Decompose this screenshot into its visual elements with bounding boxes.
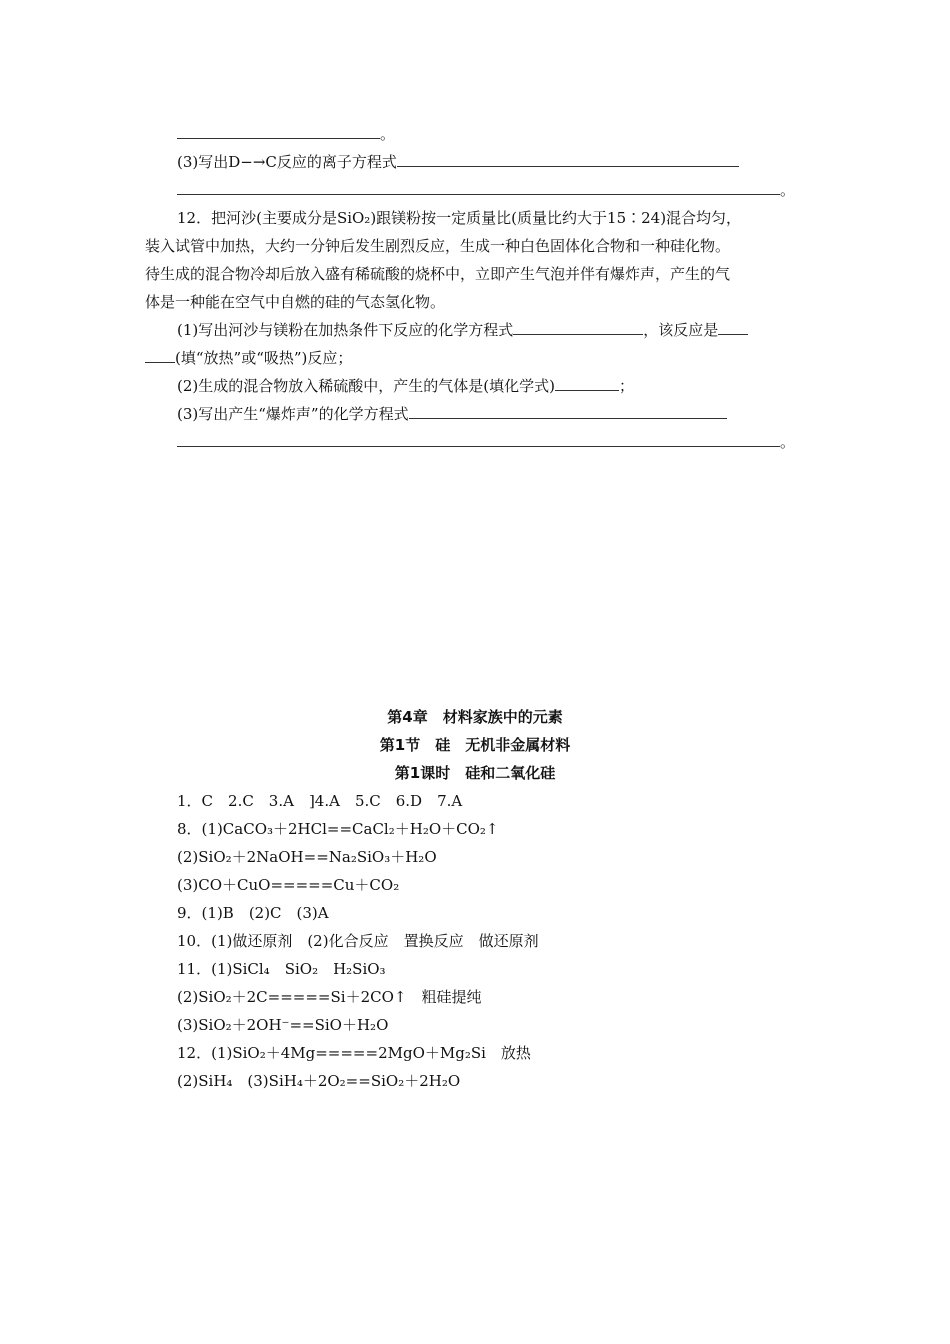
section-heading: 第1节 硅 无机非金属材料	[379, 736, 571, 754]
answer-blank[interactable]	[409, 404, 727, 419]
q11-tail-period: 。	[380, 125, 396, 143]
q12-part1-continuation	[145, 348, 352, 368]
q12-part3-end: 。	[780, 433, 796, 451]
answer-line: 8．(1)CaCO₃＋2HCl==CaCl₂＋H₂O＋CO₂↑	[177, 820, 499, 838]
answer-line: (2)SiH₄ (3)SiH₄＋2O₂==SiO₂＋2H₂O	[177, 1072, 461, 1090]
q12-part1-cont: (填“放热”或“吸热”)反应；	[175, 349, 353, 367]
q12-paragraph-line-1: 12．把河沙(主要成分是SiO₂)跟镁粉按一定质量比(质量比约大于15∶24)混合均匀，	[177, 209, 742, 227]
q11-part3-continuation	[177, 180, 795, 200]
q12-paragraph-line-4: 体是一种能在空气中自燃的硅的气态氢化物。	[145, 293, 446, 311]
q12-part3-continuation	[177, 432, 795, 452]
answer-blank[interactable]	[718, 320, 748, 335]
answer-line: (2)SiO₂＋2NaOH==Na₂SiO₃＋H₂O	[177, 848, 437, 866]
chapter-heading: 第4章 材料家族中的元素	[387, 708, 563, 726]
q12-part1-text: (1)写出河沙与镁粉在加热条件下反应的化学方程式	[177, 321, 514, 339]
answer-blank[interactable]	[177, 432, 780, 447]
q11-part3-label: (3)写出D−→C反应的离子方程式	[177, 153, 397, 171]
answer-blank[interactable]	[555, 376, 619, 391]
answer-line: (3)CO＋CuO=====Cu＋CO₂	[177, 876, 400, 894]
q12-paragraph-line-3: 待生成的混合物冷却后放入盛有稀硫酸的烧杯中，立即产生气泡并伴有爆炸声，产生的气	[145, 265, 731, 283]
q12-part2	[177, 376, 634, 396]
answer-blank[interactable]	[145, 348, 175, 363]
answer-blank[interactable]	[397, 152, 739, 167]
q11-part3-end: 。	[780, 181, 796, 199]
answer-line: (3)SiO₂＋2OH⁻==SiO＋H₂O	[177, 1016, 389, 1034]
q12-paragraph-line-2: 装入试管中加热，大约一分钟后发生剧烈反应，生成一种白色固体化合物和一种硅化物。	[145, 237, 731, 255]
q12-part1	[177, 320, 748, 340]
answer-blank[interactable]	[177, 180, 780, 195]
answer-blank[interactable]	[513, 320, 643, 335]
q11-part3	[177, 152, 739, 172]
answer-line: 12．(1)SiO₂＋4Mg=====2MgO＋Mg₂Si 放热	[177, 1044, 531, 1062]
lesson-heading: 第1课时 硅和二氧化硅	[394, 764, 556, 782]
q12-part2-end: ；	[618, 377, 634, 395]
q12-part3	[177, 404, 727, 424]
q12-part3-text: (3)写出产生“爆炸声”的化学方程式	[177, 405, 409, 423]
answer-line: 1．C 2.C 3.A ]4.A 5.C 6.D 7.A	[177, 792, 463, 810]
answer-line: 9．(1)B (2)C (3)A	[177, 904, 329, 922]
q12-part2-text: (2)生成的混合物放入稀硫酸中，产生的气体是(填化学式)	[177, 377, 555, 395]
answer-blank[interactable]	[177, 124, 380, 139]
answer-line: (2)SiO₂＋2C=====Si＋2CO↑ 粗硅提纯	[177, 988, 482, 1006]
answer-line: 10．(1)做还原剂 (2)化合反应 置换反应 做还原剂	[177, 932, 539, 950]
answer-line: 11．(1)SiCl₄ SiO₂ H₂SiO₃	[177, 960, 386, 978]
q12-part1-mid: ，该反应是	[643, 321, 719, 339]
q11-answer-blank-line	[177, 124, 395, 144]
